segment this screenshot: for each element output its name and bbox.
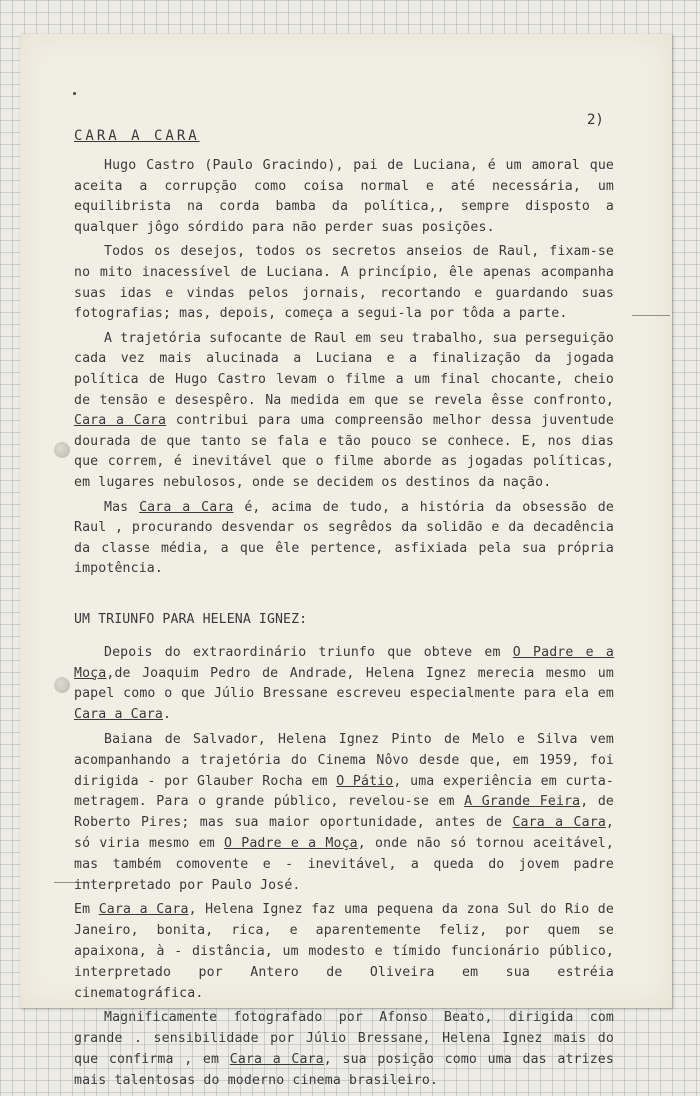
film-title: Cara a Cara <box>139 499 234 515</box>
text-run: ,de Joaquim Pedro de Andrade, Helena Ignez merecia mesmo um papel como o que Júlio Bressane escreveu especialmente para ela em <box>74 665 614 702</box>
paragraph <box>74 900 614 1004</box>
film-title: O Padre e a Moça <box>74 644 614 681</box>
paragraph <box>74 643 614 726</box>
paragraph <box>74 156 614 238</box>
text-run: , uma experiência em curta-metragem. Para o grande público, revelou-se em <box>74 773 614 810</box>
text-run: . <box>163 707 172 723</box>
text-run: Depois do extraordinário triunfo que obteve em <box>104 644 513 660</box>
film-title: Cara a Cara <box>229 1052 324 1068</box>
text-run: , Helena Ignez faz uma pequena da zona Sul do Rio de Janeiro, bonita, rica, e aparentemente feliz, por quem se apaixona, à - distância, um modesto e tímido funcionário público, interpretado por Antero de Oliveira em sua estréia cinematográfica. <box>74 902 614 1001</box>
text-run: Mas <box>104 499 140 515</box>
paragraph <box>74 329 614 494</box>
section-synopsis <box>74 156 614 580</box>
film-title: Cara a Cara <box>512 815 606 831</box>
punch-hole-upper <box>54 442 70 458</box>
text-run: contribui para uma compreensão melhor dessa juventude dourada de que tanto se fala e tão pouco se conhece. E, nos dias que correm, é inevitável que o filme aborde as jogadas políticas, em lugares nebulosos, onde se decidem os destinos da nação. <box>74 413 614 490</box>
film-title: A Grande Feira <box>464 794 581 810</box>
text-run: Hugo Castro (Paulo Gracindo), pai de Luciana, é um amoral que aceita a corrupção como coisa normal e até necessária, um equilibrista na corda bamba da política,, sempre disposto a qualquer jôgo sórdido para não perder suas posições. <box>74 158 614 235</box>
ink-speck <box>73 92 76 95</box>
margin-pencil-mark-right <box>632 315 670 316</box>
paragraph <box>74 498 614 580</box>
text-run: , só viria mesmo em <box>74 815 614 852</box>
typewritten-page <box>20 34 672 1088</box>
section-helena-ignez <box>74 643 614 1092</box>
film-title: Cara a Cara <box>98 902 189 918</box>
document-title: CARA A CARA <box>74 128 200 144</box>
text-run: , onde não só tornou aceitável, mas também comovente e - inevitável, a queda do jovem padre interpretado por Paulo José. <box>74 836 614 893</box>
film-title: O Padre e a Moça <box>223 836 358 852</box>
text-run: , sua posição como uma das atrizes mais talentosas do moderno cinema brasileiro. <box>74 1052 614 1088</box>
paragraph <box>74 242 614 324</box>
paragraph <box>74 1008 614 1091</box>
text-run: A trajetória sufocante de Raul em seu trabalho, sua perseguição cada vez mais alucinada a Luciana e a finalização da jogada política de Hugo Castro levam o filme a um final chocante, cheio de tensão e desespêro. Na medida em que se revela êsse confronto, <box>74 330 614 408</box>
film-title: Cara a Cara <box>74 707 163 723</box>
punch-hole-lower <box>54 677 70 693</box>
film-title: O Pátio <box>336 773 394 789</box>
section-heading: UM TRIUNFO PARA HELENA IGNEZ: <box>74 611 308 627</box>
text-run: , de Roberto Pires; mas sua maior oportunidade, antes de <box>74 794 614 831</box>
paragraph <box>74 730 614 896</box>
text-run: Em <box>74 902 99 918</box>
document-body <box>74 116 614 1096</box>
text-run: Magnificamente fotografado por Afonso Beato, dirigida com grande . sensibilidade por Júlio Bressane, Helena Ignez mais do que confirma , em <box>74 1010 614 1068</box>
page-number: 2) <box>587 112 604 128</box>
film-title: Cara a Cara <box>74 413 167 429</box>
text-run: é, acima de tudo, a história da obsessão de Raul , procurando desvendar os segrêdos da solidão e da decadência da classe média, a que êle pertence, asfixiada pela sua própria impotência. <box>74 499 614 577</box>
text-run: Todos os desejos, todos os secretos anseios de Raul, fixam-se no mito inacessível de Luciana. A princípio, êle apenas acompanha suas idas e vindas pelos jornais, recortando e guardando suas fotografias; mas, depois, começa a segui-la por tôda a parte. <box>74 244 614 322</box>
text-run: Baiana de Salvador, Helena Ignez Pinto de Melo e Silva vem acompanhando a trajetória do Cinema Nôvo desde que, em 1959, foi dirigida - por Glauber Rocha em <box>74 732 614 789</box>
